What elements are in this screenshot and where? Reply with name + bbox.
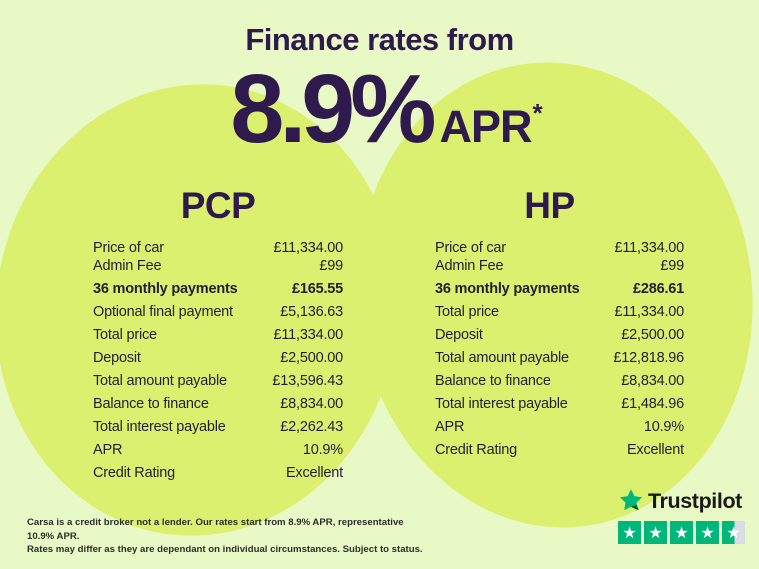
row-label: Deposit [435, 327, 483, 343]
trustpilot-wordmark: Trustpilot [648, 488, 742, 513]
pcp-table [93, 240, 343, 482]
row-value: £165.55 [291, 281, 343, 297]
table-row [435, 304, 684, 321]
row-value: £99 [660, 258, 684, 274]
table-row [93, 373, 343, 390]
row-value: £11,334.00 [273, 240, 343, 256]
table-row [435, 258, 684, 275]
table-row [435, 373, 684, 390]
rating-star-full: ★ [696, 521, 719, 544]
row-value: £11,334.00 [614, 304, 684, 320]
trustpilot-logo [618, 488, 745, 514]
hp-title: HP [524, 185, 575, 226]
row-label: Deposit [93, 350, 141, 366]
table-row [435, 396, 684, 413]
table-row [93, 304, 343, 321]
hp-table [435, 240, 684, 459]
row-value: 10.9% [302, 442, 343, 458]
disclaimer [27, 516, 427, 557]
row-value: £11,334.00 [273, 327, 343, 343]
table-row [93, 327, 343, 344]
table-row [93, 350, 343, 367]
row-label: Total price [435, 304, 499, 320]
row-value: £2,262.43 [280, 419, 343, 435]
row-label: Total amount payable [93, 373, 227, 389]
row-label: Credit Rating [93, 465, 176, 481]
trustpilot-rating-stars [618, 521, 745, 544]
row-value: Excellent [285, 465, 343, 481]
row-label: 36 monthly payments [93, 281, 238, 297]
row-value: £2,500.00 [280, 350, 343, 366]
row-value: £99 [319, 258, 343, 274]
row-value: Excellent [626, 442, 684, 458]
table-row [435, 442, 684, 459]
pcp-title: PCP [180, 185, 256, 226]
row-label: Admin Fee [93, 258, 162, 274]
table-row [93, 465, 343, 482]
trustpilot-star-icon [618, 488, 644, 514]
rate-suffix [439, 98, 542, 153]
table-row [435, 350, 684, 367]
table-row [435, 281, 684, 298]
row-label: Total interest payable [93, 419, 226, 435]
row-value: £1,484.96 [621, 396, 684, 412]
table-row [93, 240, 343, 257]
row-label: Total interest payable [435, 396, 568, 412]
row-label: 36 monthly payments [435, 281, 580, 297]
rating-star-full: ★ [618, 521, 641, 544]
row-label: Price of car [93, 240, 164, 256]
disclaimer-line-2: Rates may differ as they are dependant on individual circumstances. Subject to status. [27, 544, 423, 555]
table-row [93, 281, 343, 298]
headline-rate [6, 54, 759, 163]
rating-star-full: ★ [644, 521, 667, 544]
table-row [435, 240, 684, 257]
rate-value: 8.9% [230, 54, 432, 163]
table-row [93, 419, 343, 436]
row-label: Credit Rating [435, 442, 518, 458]
row-value: £11,334.00 [614, 240, 684, 256]
pcp-column [93, 186, 343, 482]
hp-column [435, 186, 684, 459]
row-value: £12,818.96 [613, 350, 684, 366]
row-label: Optional final payment [93, 304, 233, 320]
table-row [93, 258, 343, 275]
table-row [93, 396, 343, 413]
row-value: £8,834.00 [621, 373, 684, 389]
row-label: Price of car [435, 240, 506, 256]
row-value: £286.61 [632, 281, 684, 297]
row-label: Balance to finance [435, 373, 551, 389]
table-row [435, 419, 684, 436]
row-label: Balance to finance [93, 396, 209, 412]
trustpilot-badge[interactable] [618, 488, 745, 544]
table-row [435, 327, 684, 344]
rating-star-half: ★ [722, 521, 745, 544]
table-row [93, 442, 343, 459]
row-label: Admin Fee [435, 258, 504, 274]
asterisk: * [532, 98, 542, 128]
row-value: £8,834.00 [280, 396, 343, 412]
row-value: £2,500.00 [621, 327, 684, 343]
disclaimer-line-1: Carsa is a credit broker not a lender. Our rates start from 8.9% APR, representative 10.9% APR. [27, 517, 404, 542]
row-value: £5,136.63 [280, 304, 343, 320]
row-label: APR [93, 442, 123, 458]
row-label: Total amount payable [435, 350, 569, 366]
rating-star-full: ★ [670, 521, 693, 544]
row-value: £13,596.43 [272, 373, 343, 389]
row-value: 10.9% [643, 419, 684, 435]
headline-kicker: Finance rates from [245, 22, 514, 57]
row-label: APR [435, 419, 465, 435]
row-label: Total price [93, 327, 157, 343]
apr-label: APR [439, 101, 532, 152]
